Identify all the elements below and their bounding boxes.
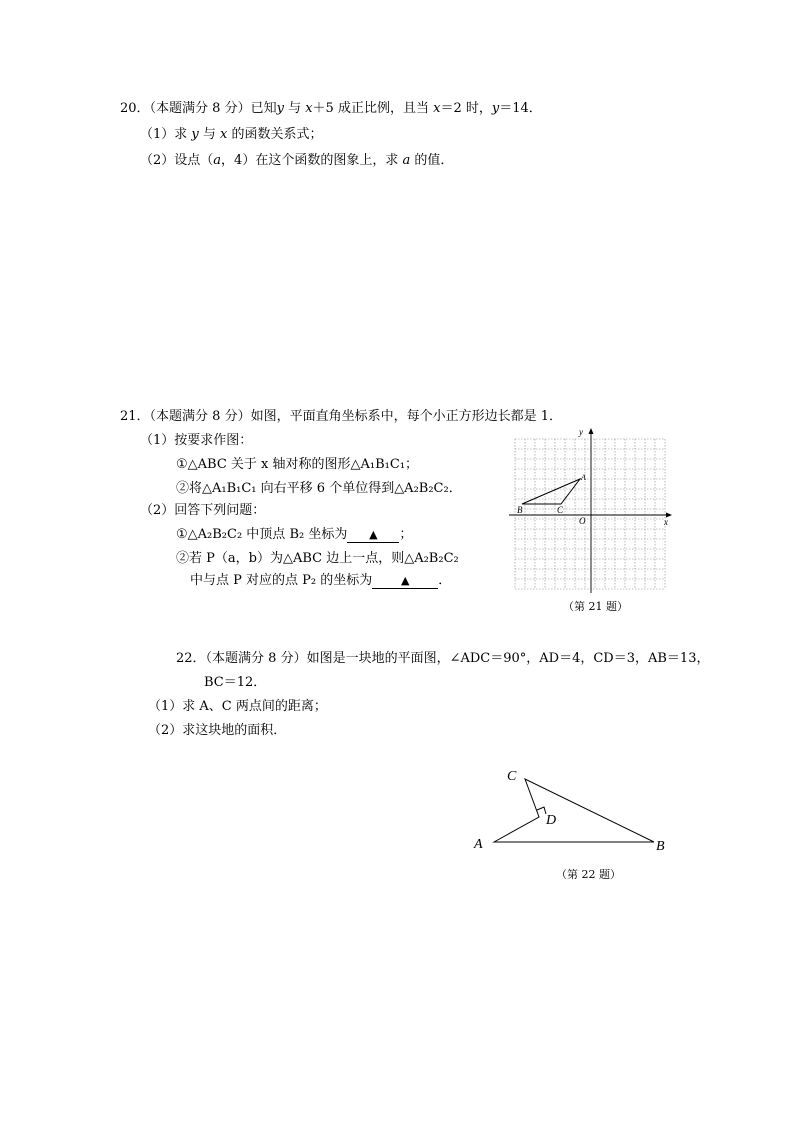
q20-part2-text: 的值． [410,153,454,168]
q20-part1-text: 的函数关系式； [227,127,323,142]
q20-part1-text: 与 [198,127,221,142]
q20-part2-text: （2）设点（ [140,153,214,168]
answer-blank-p2[interactable]: ▲ [372,574,438,589]
q20-heading-text: 与 [283,101,306,116]
q21-part1-a: ①△ABC 关于 x 轴对称的图形△A₁B₁C₁； [176,457,419,472]
q21-part2-a-text: ； [399,527,413,542]
figure-22-caption: （第 22 题） [556,868,621,881]
q22-heading: 22．（本题满分 8 分）如图是一块地的平面图，∠ADC＝90°，AD＝4，CD＝3，AB＝13， [176,651,710,666]
var-a: a [402,153,411,168]
q22-part1: （1）求 A、C 两点间的距离； [148,699,327,714]
q21-part2: （2）回答下列问题： [140,503,266,518]
q20-heading [120,100,542,118]
label-b: B [656,839,665,854]
q21-heading: 21．（本题满分 8 分）如图，平面直角坐标系中，每个小正方形边长都是 1． [120,409,562,424]
q21-part2-a-text: ①△A₂B₂C₂ 中顶点 B₂ 坐标为 [176,527,348,542]
label-c: C [507,769,517,784]
right-angle-mark [537,807,546,814]
q20-heading-text: 20．（本题满分 8 分）已知 [120,101,277,116]
quadrilateral-abcd [494,779,654,842]
q21-part2-b1: ②若 P（a，b）为△ABC 边上一点，则△A₂B₂C₂ [176,551,459,566]
var-a: a [213,153,222,168]
q20-heading-text: ＝14． [499,101,542,116]
q21-part2-b2-text: 中与点 P 对应的点 P₂ 的坐标为 [190,573,373,588]
var-y: y [276,101,284,116]
q21-part1: （1）按要求作图： [140,433,253,448]
label-y: y [579,427,583,437]
label-b: B [517,505,523,515]
var-x: x [433,101,441,116]
q21-part2-b2 [190,572,451,590]
figure-21-grid [505,425,675,595]
q22-heading-cont: BC＝12． [204,675,267,690]
q20-heading-text: ＋5 成正比例，且当 [312,101,434,116]
q21-part2-a [176,526,412,544]
var-x: x [305,101,313,116]
label-c: C [557,505,564,515]
q20-part1 [140,126,323,144]
q21-part1-b: ②将△A₁B₁C₁ 向右平移 6 个单位得到△A₂B₂C₂． [176,481,462,496]
q20-part1-text: （1）求 [140,127,192,142]
var-y: y [491,101,500,116]
q20-part2-text: ，4）在这个函数的图象上，求 [221,153,403,168]
q20-part2 [140,152,453,170]
y-axis-arrow [589,428,594,434]
grid-lines [515,439,665,589]
q21-part2-b2-text: ． [438,573,452,588]
label-x: x [664,517,668,527]
label-d: D [546,813,557,828]
answer-blank-b2[interactable]: ▲ [347,528,399,543]
figure-22-shape [460,760,680,860]
q20-heading-text: ＝2 时， [440,101,492,116]
label-a: A [474,837,483,852]
var-y: y [191,127,199,142]
label-a: A [581,473,586,482]
label-origin: O [579,516,586,526]
var-x: x [220,127,228,142]
triangle-abc [522,479,580,504]
q22-part2: （2）求这块地的面积． [148,723,287,738]
figure-21-caption: （第 21 题） [563,600,628,613]
